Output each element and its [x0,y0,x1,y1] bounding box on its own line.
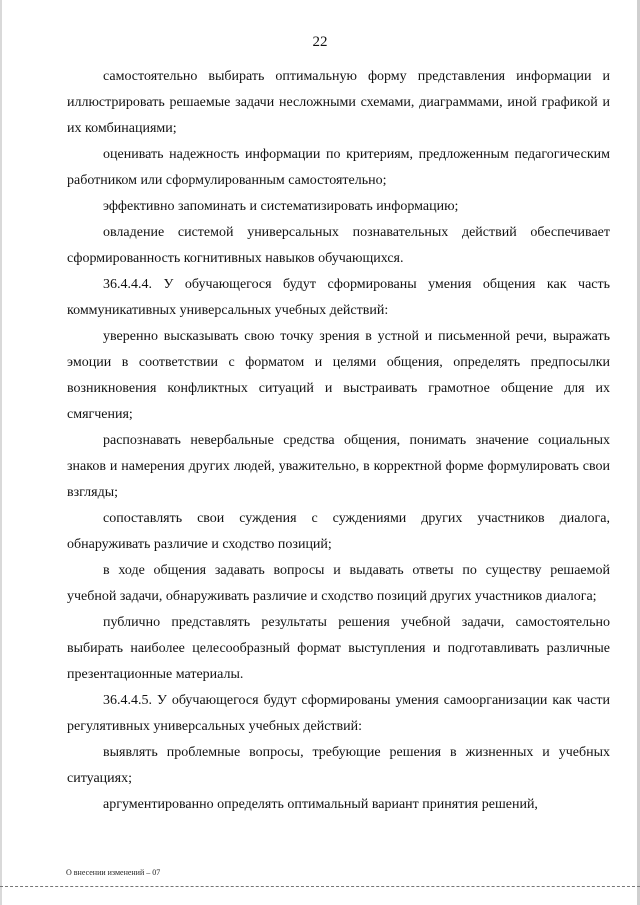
paragraph-7: распознавать невербальные средства общения, понимать значение социальных знаков и намерения других людей, уважительно, в корректной форме формулировать свои взгляды; [67,433,610,500]
paragraph-4: овладение системой универсальных познавательных действий обеспечивает сформированность когнитивных навыков обучающихся. [67,225,610,266]
paragraph-6: уверенно высказывать свою точку зрения в устной и письменной речи, выражать эмоции в соответствии с форматом и целями общения, определять предпосылки возникновения конфликтных ситуаций и выстраивать грамотное общение для их смягчения; [67,329,610,422]
paragraph-2: оценивать надежность информации по критериям, предложенным педагогическим работником или сформулированным самостоятельно; [67,147,610,188]
paragraph-11: 36.4.4.5. У обучающегося будут сформированы умения самоорганизации как части регулятивных универсальных учебных действий: [67,693,610,734]
paragraph-8: сопоставлять свои суждения с суждениями других участников диалога, обнаруживать различие и сходство позиций; [67,511,610,552]
document-body [67,64,610,818]
page-number: 22 [312,34,328,50]
paragraph-10: публично представлять результаты решения учебной задачи, самостоятельно выбирать наиболее целесообразный формат выступления и подготавливать различные презентационные материалы. [67,615,610,682]
paragraph-5: 36.4.4.4. У обучающегося будут сформированы умения общения как часть коммуникативных универсальных учебных действий: [67,277,610,318]
paragraph-3: эффективно запоминать и систематизировать информацию; [103,199,459,214]
paragraph-12: выявлять проблемные вопросы, требующие решения в жизненных и учебных ситуациях; [67,745,610,786]
paragraph-13: аргументированно определять оптимальный вариант принятия решений, [103,797,538,812]
footer-note: О внесении изменений – 07 [66,868,161,877]
paragraph-9: в ходе общения задавать вопросы и выдавать ответы по существу решаемой учебной задачи, обнаруживать различие и сходство позиций других участников диалога; [67,563,610,604]
footer-rule [0,886,640,888]
scan-edge-left [0,0,2,905]
paragraph-1: самостоятельно выбирать оптимальную форму представления информации и иллюстрировать решаемые задачи несложными схемами, диаграммами, иной графикой и их комбинациями; [67,69,610,136]
